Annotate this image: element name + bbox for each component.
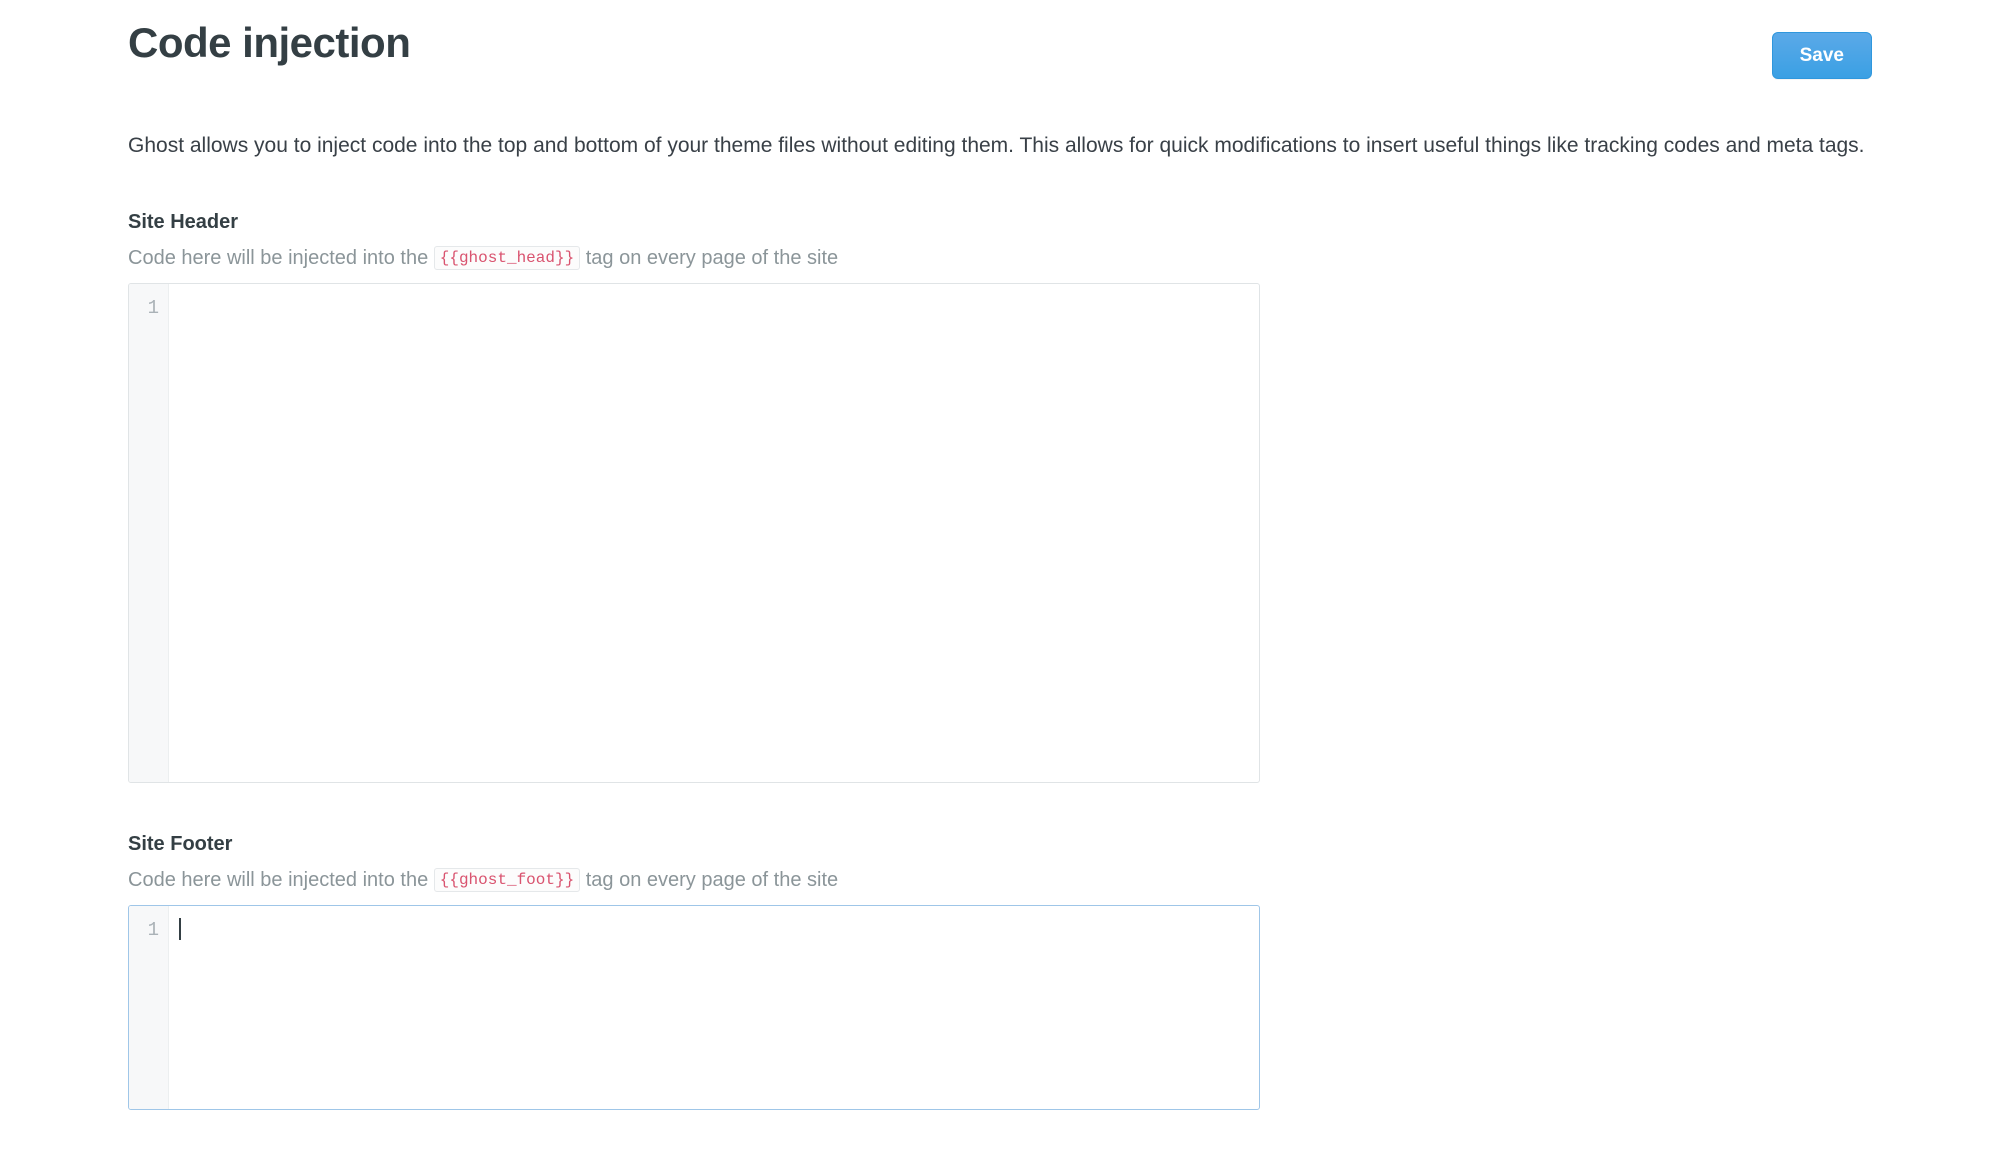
- page-title: Code injection: [128, 19, 411, 66]
- site-header-line-numbers: 1: [129, 284, 169, 782]
- site-footer-description: [128, 866, 1872, 894]
- site-header-section: [128, 211, 1872, 783]
- site-header-code-input[interactable]: [169, 284, 1259, 782]
- site-header-desc-after: tag on every page of the site: [585, 246, 839, 269]
- site-footer-section: [128, 833, 1872, 1110]
- page-description: Ghost allows you to inject code into the top and bottom of your theme files without editing them. This allows for quick modifications to insert useful things like tracking codes and meta tags.: [128, 134, 1865, 157]
- text-caret: [179, 918, 181, 940]
- site-header-label: Site Header: [128, 210, 239, 233]
- site-footer-desc-before: Code here will be injected into the: [128, 868, 429, 891]
- site-header-description: [128, 244, 1872, 272]
- site-footer-desc-after: tag on every page of the site: [585, 868, 839, 891]
- site-header-code-editor[interactable]: [128, 283, 1260, 783]
- page-header: [128, 0, 1872, 79]
- site-footer-line-numbers: 1: [129, 906, 169, 1109]
- ghost-head-tag: {{ghost_head}}: [434, 246, 580, 270]
- site-footer-code-input[interactable]: [169, 906, 1259, 1109]
- save-button[interactable]: Save: [1772, 32, 1872, 79]
- ghost-foot-tag: {{ghost_foot}}: [434, 868, 580, 892]
- site-header-desc-before: Code here will be injected into the: [128, 246, 429, 269]
- site-footer-label: Site Footer: [128, 832, 233, 855]
- site-footer-code-editor[interactable]: [128, 905, 1260, 1110]
